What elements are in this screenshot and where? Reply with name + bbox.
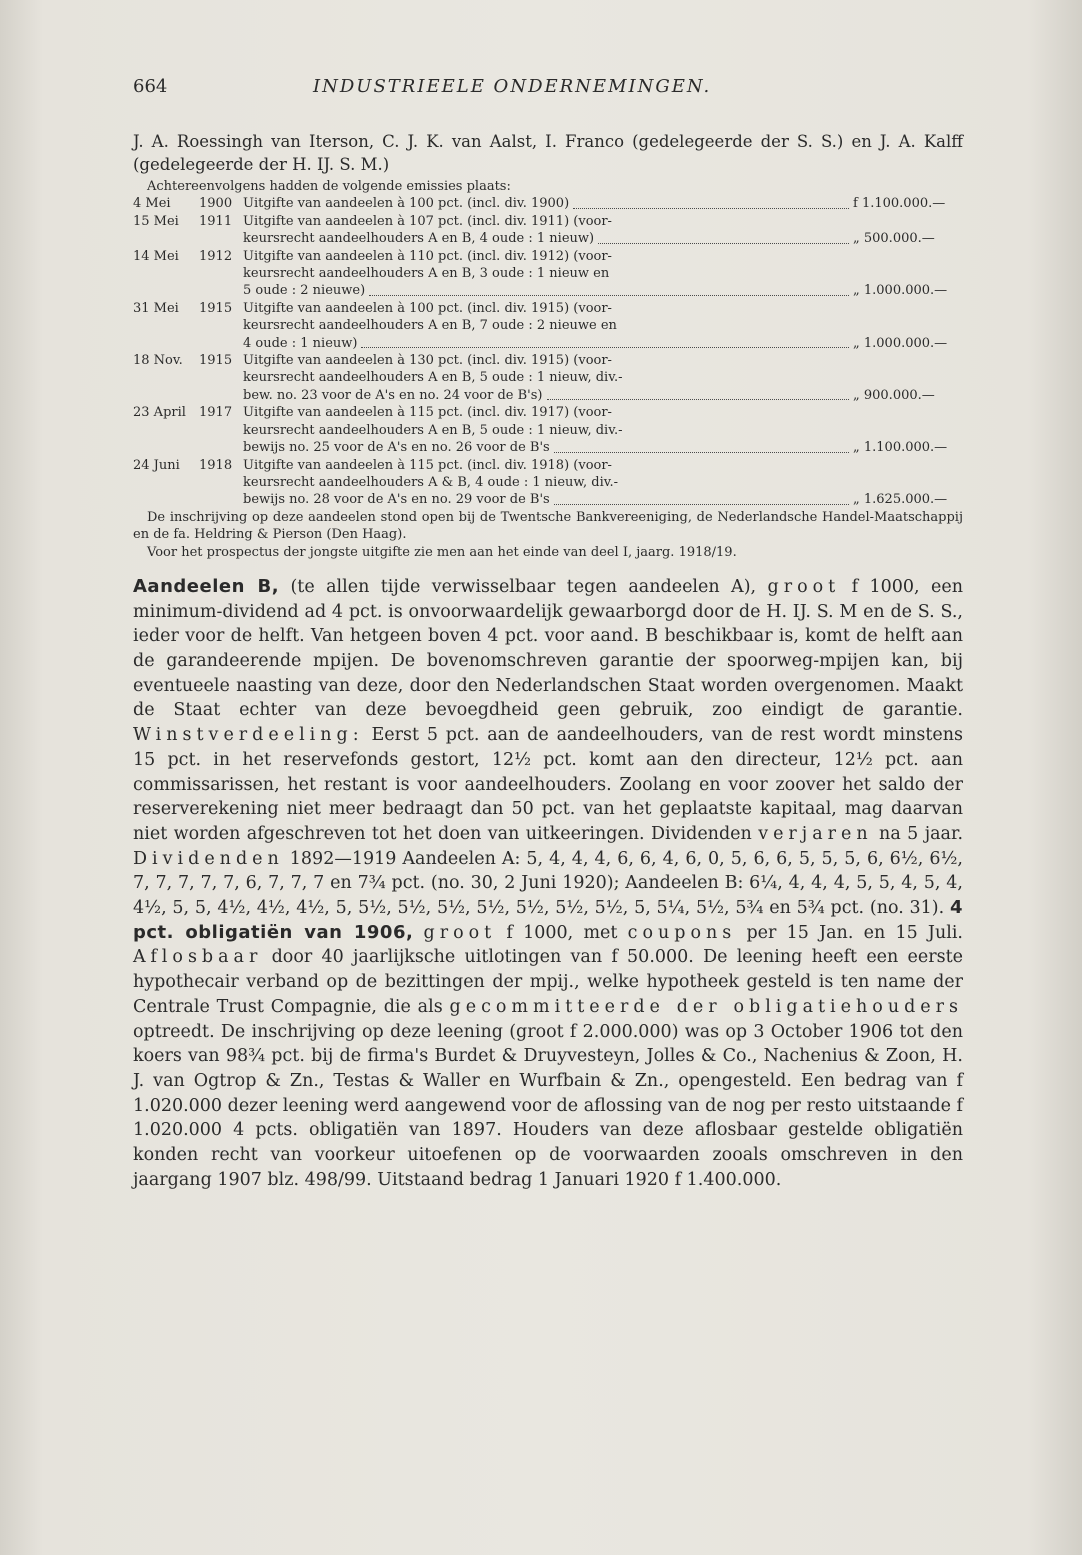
winstverdeeling-term: Winstverdeeling:: [133, 725, 364, 746]
emission-line-text: keursrecht aandeelhouders A en B, 4 oude : 1 nieuw): [243, 231, 595, 247]
text-run: door 40 jaarlijksche uitlotingen van f 50.000. De leening heeft een eerste hypothecair verband op de bezittingen der mpij., welke hypotheek gesteld is ten name der Centrale Trust Compagnie, die als: [133, 947, 963, 1017]
emission-amount: „ 1.000.000.—: [853, 335, 948, 351]
emission-date: 31 Mei: [133, 300, 179, 316]
emission-line-text: Uitgifte van aandeelen à 100 pct. (incl. div. 1900): [243, 196, 570, 212]
emission-line: keursrecht aandeelhouders A en B, 5 oude : 1 nieuw, div.-: [243, 370, 623, 386]
emission-line: Uitgifte van aandeelen à 110 pct. (incl. div. 1912) (voor-: [243, 248, 612, 264]
page-body: [133, 130, 963, 1210]
emission-row: [133, 213, 963, 248]
verjaren-term: verjaren: [758, 823, 873, 844]
emission-year: 1917: [199, 405, 233, 421]
emission-year: 1900: [199, 196, 233, 212]
coupons-term: coupons: [627, 922, 737, 943]
page-header: [133, 76, 963, 102]
emission-year: 1911: [199, 213, 233, 229]
emissions-list: [133, 178, 963, 509]
emission-year: 1912: [199, 248, 233, 264]
text-run: na 5 jaar.: [872, 823, 964, 844]
groot-term: groot: [767, 576, 841, 597]
emission-year: 1915: [199, 300, 233, 316]
emission-description: [243, 404, 963, 456]
emission-description: [243, 248, 963, 300]
dotted-leader: [369, 278, 849, 295]
emission-line-text: bewijs no. 28 voor de A's en no. 29 voor de B's: [243, 492, 550, 508]
text-run: per 15 Jan. en 15 Juli.: [736, 922, 963, 943]
emission-row: [133, 457, 963, 509]
prospectus-note: Voor het prospectus der jongste uitgifte zie men aan het einde van deel I, jaarg. 1918/19.: [147, 544, 737, 560]
emission-row: [133, 300, 963, 352]
dotted-leader: [554, 435, 849, 452]
text-run: optreedt. De inschrijving op deze leening (groot f 2.000.000) was op 3 October 1906 tot den koers van 98¾ pct. bij de firma's Burdet & Druyvesteyn, Jolles & Co., Nachenius & Zoon, H. J. van Ogtrop & Zn., Testas & Waller en Wurfbain & Zn., opengesteld. Een bedrag van f 1.020.000 dezer leening werd aangewend voor de aflossing van de nog per resto uitstaande f 1.020.000 4 pcts. obligatiën van 1897. Houders van deze aflosbaar gestelde obligatiën konden recht van voorkeur uitoefenen op de voorwaarden zooals omschreven in den jaargang 1907 blz. 498/99. Uitstaand bedrag 1 Januari 1920 f 1.400.000.: [133, 1021, 963, 1190]
emission-line: keursrecht aandeelhouders A en B, 7 oude : 2 nieuwe en: [243, 318, 617, 334]
emission-line: [243, 230, 963, 247]
emission-line: Uitgifte van aandeelen à 115 pct. (incl. div. 1918) (voor-: [243, 457, 612, 473]
emission-description: [243, 213, 963, 248]
dotted-leader: [361, 331, 849, 348]
board-members-paragraph: J. A. Roessingh van Iterson, C. J. K. van Aalst, I. Franco (gedelegeerde der S. S.) en J. A. Kalff (gedelegeerde der H. IJ. S. M.): [133, 132, 963, 174]
emission-line: [243, 387, 963, 404]
emission-line: Uitgifte van aandeelen à 115 pct. (incl. div. 1917) (voor-: [243, 405, 612, 421]
running-title: INDUSTRIEELE ONDERNEMINGEN.: [313, 76, 712, 97]
emission-year: 1918: [199, 457, 233, 473]
emission-line: [243, 195, 963, 212]
emission-description: [243, 300, 963, 352]
emission-line-text: bew. no. 23 voor de A's en no. 24 voor de B's): [243, 387, 543, 403]
emission-amount: „ 1.100.000.—: [853, 440, 948, 456]
emission-row: [133, 248, 963, 300]
page-number: 664: [133, 76, 168, 97]
emission-amount: „ 500.000.—: [853, 231, 935, 247]
text-run: f 1000, met: [496, 922, 628, 943]
emission-amount: „ 1.625.000.—: [853, 492, 948, 508]
obligation-heading: 4 pct. obligatiën van 1906,: [133, 897, 963, 943]
text-run: (te allen tijde verwisselbaar tegen aandeelen A),: [279, 576, 768, 597]
emission-line: Uitgifte van aandeelen à 100 pct. (incl. div. 1915) (voor-: [243, 300, 612, 316]
emission-line: keursrecht aandeelhouders A en B, 3 oude : 1 nieuw en: [243, 266, 610, 282]
emission-row: [133, 404, 963, 456]
emission-line: [243, 282, 963, 299]
emission-line-text: bewijs no. 25 voor de A's en no. 26 voor de B's: [243, 440, 550, 456]
emission-line: [243, 491, 963, 508]
aflosbaar-term: Aflosbaar: [133, 947, 263, 968]
emissions-heading: Achtereenvolgens hadden de volgende emissies plaats:: [147, 179, 511, 194]
dotted-leader: [547, 383, 849, 400]
emission-line: keursrecht aandeelhouders A en B, 5 oude : 1 nieuw, div.-: [243, 422, 623, 438]
emission-date: 4 Mei: [133, 196, 171, 212]
text-run: 1892—1919 Aandeelen A: 5, 4, 4, 4, 6, 6, 4, 6, 0, 5, 6, 6, 5, 5, 5, 6, 6½, 6½, 7, 7, 7, 7, 7, 6, 7, 7, 7 en 7¾ pct. (no. 30, 2 Juni 1920); Aandeelen B: 6¼, 4, 4, 4, 5, 5, 4, 5, 4, 4½, 5, 5, 4½, 4½, 4½, 5, 5½, 5½, 5½, 5½, 5½, 5½, 5½, 5, 5¼, 5½, 5¾ en 5¾ pct. (no. 31).: [133, 848, 963, 919]
emission-line-text: 5 oude : 2 nieuwe): [243, 283, 366, 299]
text-run: f 1000, een minimum-dividend ad 4 pct. is onvoorwaardelijk gewaarborgd door de H. IJ. S. M en de S. S., ieder voor de helft. Van hetgeen boven 4 pct. voor aand. B beschikbaar is, komt de helft aan de garandeerende mpijen. De bovenomschreven garantie der spoorweg-mpijen kan, bij eventueele naasting van deze, door den Nederlandschen Staat worden overgenomen. Maakt de Staat echter van deze bevoegdheid geen gebruik, zoo eindigt de garantie.: [133, 576, 963, 721]
emission-line: Uitgifte van aandeelen à 107 pct. (incl. div. 1911) (voor-: [243, 213, 612, 229]
emission-date: 15 Mei: [133, 213, 179, 229]
emission-date: 23 April: [133, 405, 186, 421]
dotted-leader: [554, 487, 849, 504]
text-run: Eerst 5 pct. aan de aandeelhouders, van de rest wordt minstens 15 pct. in het reservefonds gestort, 12½ pct. komt aan den directeur, 12½ pct. aan commissarissen, het restant is voor aandeelhouders. Zoolang en voor zoover het saldo der reserverekening niet meer bedraagt dan 50 pct. van het geplaatste kapitaal, mag daarvan niet worden afgeschreven tot het doen van uitkeeringen. Dividenden: [133, 725, 963, 844]
emission-description: [243, 457, 963, 509]
emission-amount: f 1.100.000.—: [853, 196, 946, 212]
emission-date: 14 Mei: [133, 248, 179, 264]
emission-row: [133, 195, 963, 212]
emission-line: keursrecht aandeelhouders A & B, 4 oude : 1 nieuw, div.-: [243, 474, 619, 490]
emission-line: Uitgifte van aandeelen à 130 pct. (incl. div. 1915) (voor-: [243, 353, 612, 369]
text-run: [413, 923, 423, 943]
dotted-leader: [573, 191, 849, 208]
emission-amount: „ 900.000.—: [853, 387, 935, 403]
gecommitteerde-term: gecommitteerde der obligatiehouders: [449, 996, 963, 1017]
emission-row: [133, 352, 963, 404]
emission-description: [243, 195, 963, 212]
subscription-note: De inschrijving op deze aandeelen stond open bij de Twentsche Bankvereeniging, de Nederlandsche Handel-Maatschappij en de fa. Heldring & Pierson (Den Haag).: [133, 509, 963, 543]
emission-line-text: 4 oude : 1 nieuw): [243, 335, 358, 351]
aandeelen-b-heading: Aandeelen B,: [133, 575, 280, 597]
emission-date: 24 Juni: [133, 457, 180, 473]
groot-term: groot: [423, 922, 497, 943]
main-paragraph: [133, 575, 963, 1193]
emission-description: [243, 352, 963, 404]
emission-date: 18 Nov.: [133, 353, 183, 369]
emissions-rows: [133, 195, 963, 508]
dividenden-term: Dividenden: [133, 848, 284, 869]
dotted-leader: [598, 226, 849, 243]
emission-line: [243, 439, 963, 456]
emission-amount: „ 1.000.000.—: [853, 283, 948, 299]
emission-line: [243, 335, 963, 352]
emission-year: 1915: [199, 353, 233, 369]
